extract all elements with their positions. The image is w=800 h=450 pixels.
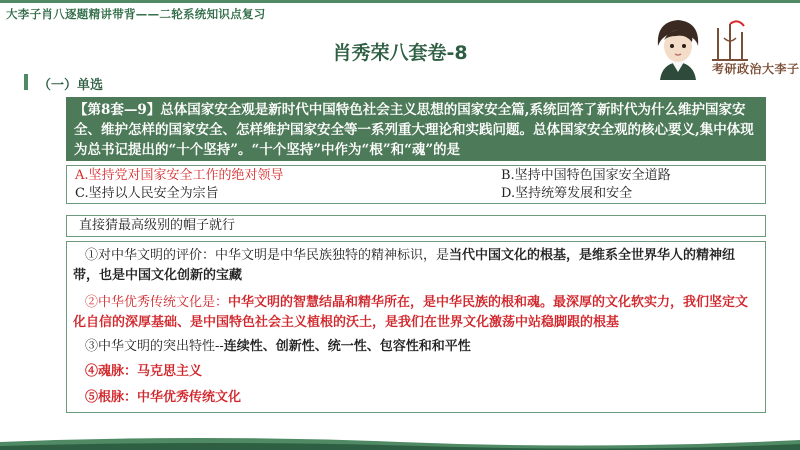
avatar (650, 16, 706, 80)
logo-text: 考研政治大李子 (712, 62, 800, 76)
option-c[interactable]: C.坚持以人民安全为宗旨 (75, 186, 219, 201)
note-4: ④魂脉：马克思主义 (85, 364, 203, 379)
hint-box (66, 215, 766, 237)
top-accent-bar (0, 0, 800, 3)
page-title: 肖秀荣八套卷-8 (332, 42, 468, 64)
note-3-key: 连续性、创新性、统一性、包容性和和平性 (223, 339, 471, 354)
note-1-lead: ①对中华文明的评价：中华文明是中华民族独特的精神标识，是 (85, 248, 450, 263)
note-2 (73, 293, 759, 333)
section-label: （一）单选 (38, 78, 104, 93)
note-1-key: 当代中国文化的根基，是维系全世界华人的精神纽带，也是中国文化创新的宝藏 (73, 248, 736, 283)
series-title: 大李子肖八逐题精讲带背——二轮系统知识点复习 (6, 7, 266, 21)
bottom-decoration (0, 432, 800, 450)
option-a[interactable]: A.坚持党对国家安全工作的绝对领导 (75, 168, 284, 183)
hint-text: 直接猜最高级别的帽子就行 (79, 218, 236, 233)
section-marker (24, 74, 28, 90)
question-text: 【第8套—9】总体国家安全观是新时代中国特色社会主义思想的国家安全篇,系统回答了新时代为什么维护国家安全、维护怎样的国家安全、怎样维护国家安全等一系列重大理论和实践问题。总体国家安全观的核心要义,集中体现为总书记提出的“十个坚持”。“十个坚持”中作为“根”和“魂”的是 (74, 102, 754, 158)
option-d[interactable]: D.坚持统筹发展和安全 (501, 186, 633, 201)
question-box (66, 97, 766, 161)
note-5: ⑤根脉：中华优秀传统文化 (85, 390, 242, 405)
note-2-lead: ②中华优秀传统文化是： (85, 295, 229, 310)
note-1 (73, 246, 759, 286)
note-3-lead: ③中华文明的突出特性-- (85, 339, 224, 354)
note-3 (73, 337, 759, 357)
note-2-key: 中华文明的智慧结晶和精华所在，是中华民族的根和魂。最深厚的文化软实力，我们坚定文化自信的深厚基础、是中国特色社会主义植根的沃土，是我们在世界文化激荡中站稳脚跟的根基 (73, 295, 749, 330)
options-box (66, 165, 766, 204)
knowledge-notes (66, 241, 766, 413)
option-b[interactable]: B.坚持中国特色国家安全道路 (501, 168, 671, 183)
